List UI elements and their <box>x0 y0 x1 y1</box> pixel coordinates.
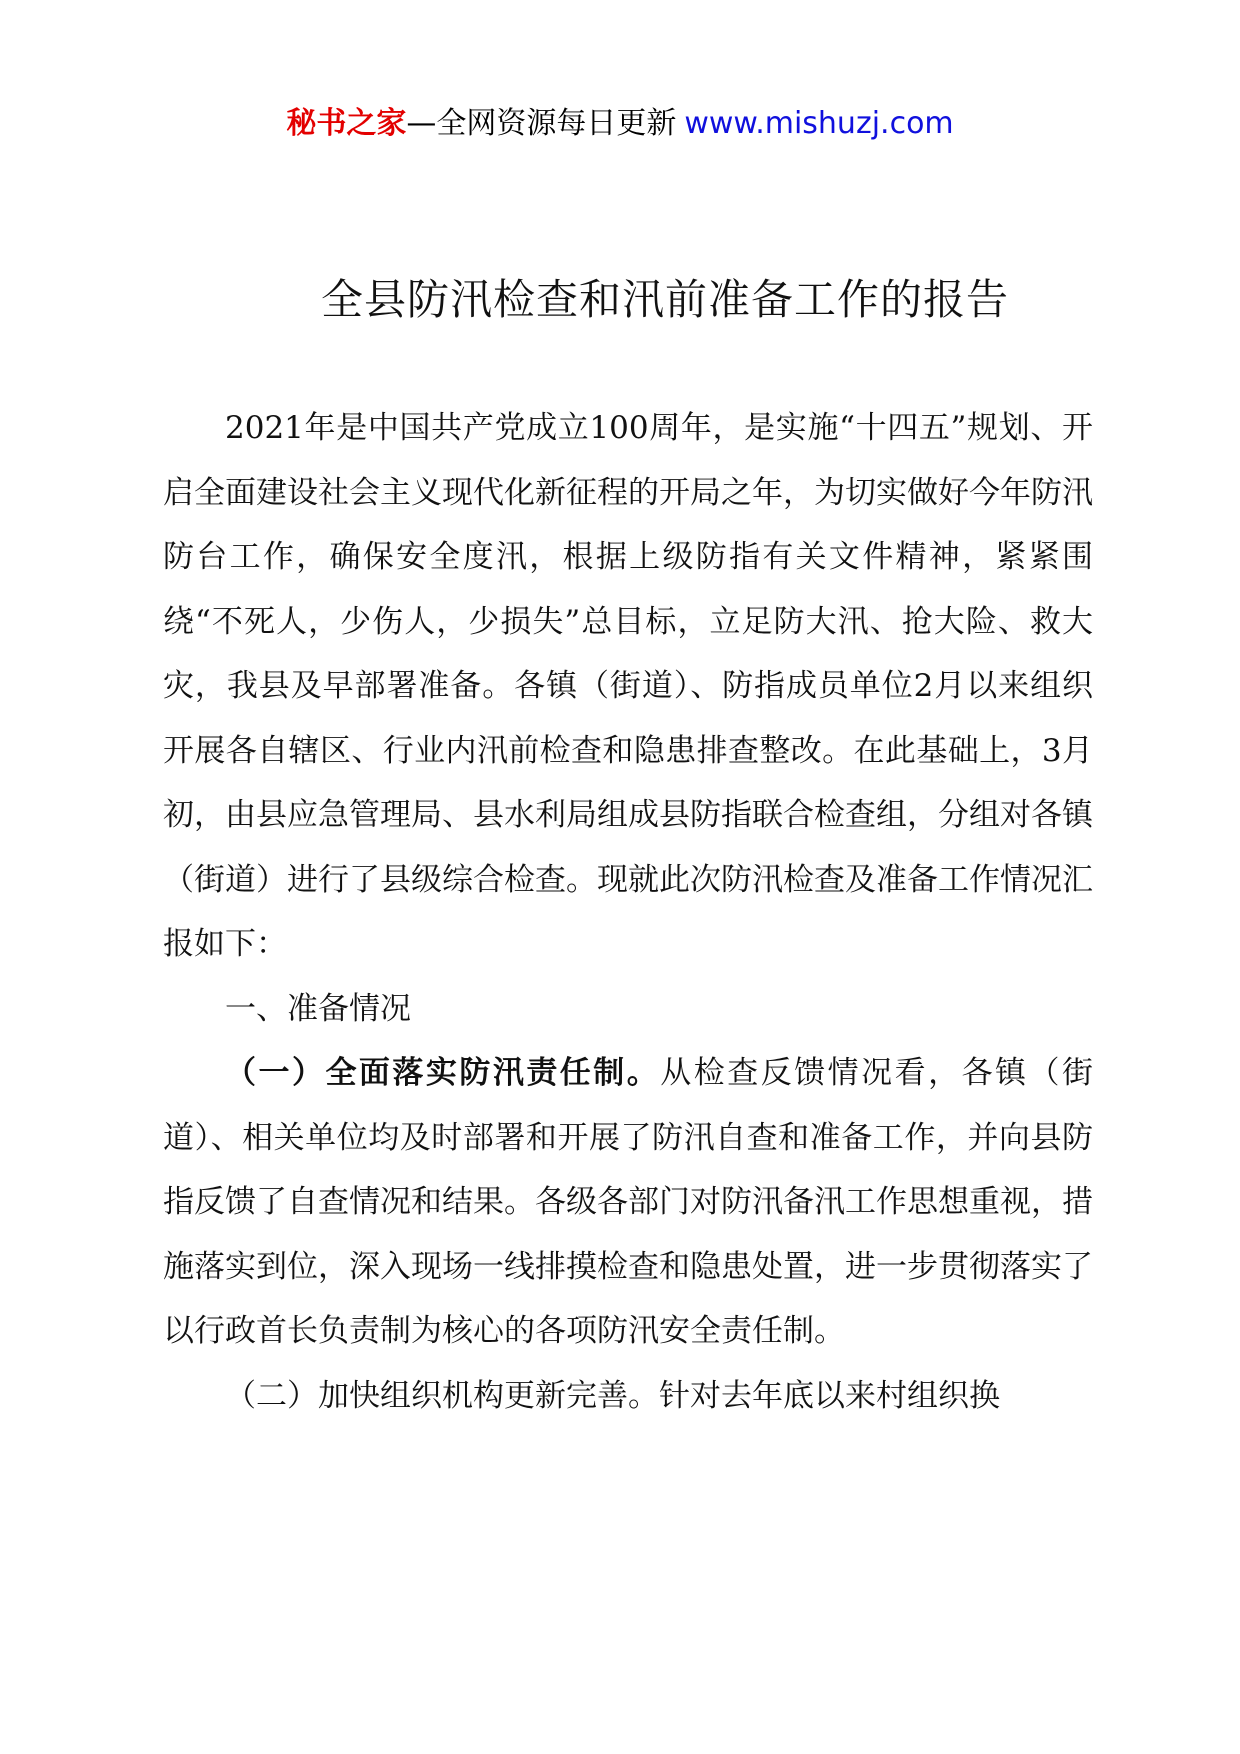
section-heading: 一、准备情况 <box>225 990 411 1027</box>
item-1-text: 从检查反馈情况看，各镇（街道）、相关单位均及时部署和开展了防汛自查和准备工作，并向县防指反馈了自查情况和结果。各级各部门对防汛备汛工作思想重视，措施落实到位，深入现场一线排摸检查和隐患处置，进一步贯彻落实了以行政首长负责制为核心的各项防汛安全责任制。 <box>163 1055 1094 1349</box>
site-header <box>0 100 1240 148</box>
item-1-paragraph <box>163 1041 1093 1364</box>
item-1-heading: （一）全面落实防汛责任制。 <box>225 1055 661 1091</box>
item-2-paragraph <box>163 1364 1093 1429</box>
brand-name: 秘书之家 <box>286 106 407 141</box>
document-title: 全县防汛检查和汛前准备工作的报告 <box>320 275 1009 324</box>
document-body <box>163 396 1093 1428</box>
item-2-heading: （二）加快组织机构更新完善。 <box>225 1377 659 1414</box>
item-2-text: 针对去年底以来村组织换 <box>659 1377 1000 1414</box>
site-url-link[interactable]: www.mishuzj.com <box>684 106 954 141</box>
intro-paragraph: 2021年是中国共产党成立100周年，是实施“十四五”规划、开启全面建设社会主义现代化新征程的开局之年，为切实做好今年防汛防台工作，确保安全度汛，根据上级防指有关文件精神，紧紧围绕“不死人，少伤人，少损失”总目标，立足防大汛、抢大险、救大灾，我县及早部署准备。各镇（街道）、防指成员单位2月以来组织开展各自辖区、行业内汛前检查和隐患排查整改。在此基础上，3月初，由县应急管理局、县水利局组成县防指联合检查组，分组对各镇（街道）进行了县级综合检查。现就此次防汛检查及准备工作情况汇报如下： <box>163 410 1093 962</box>
site-tagline: —全网资源每日更新 <box>406 106 677 141</box>
